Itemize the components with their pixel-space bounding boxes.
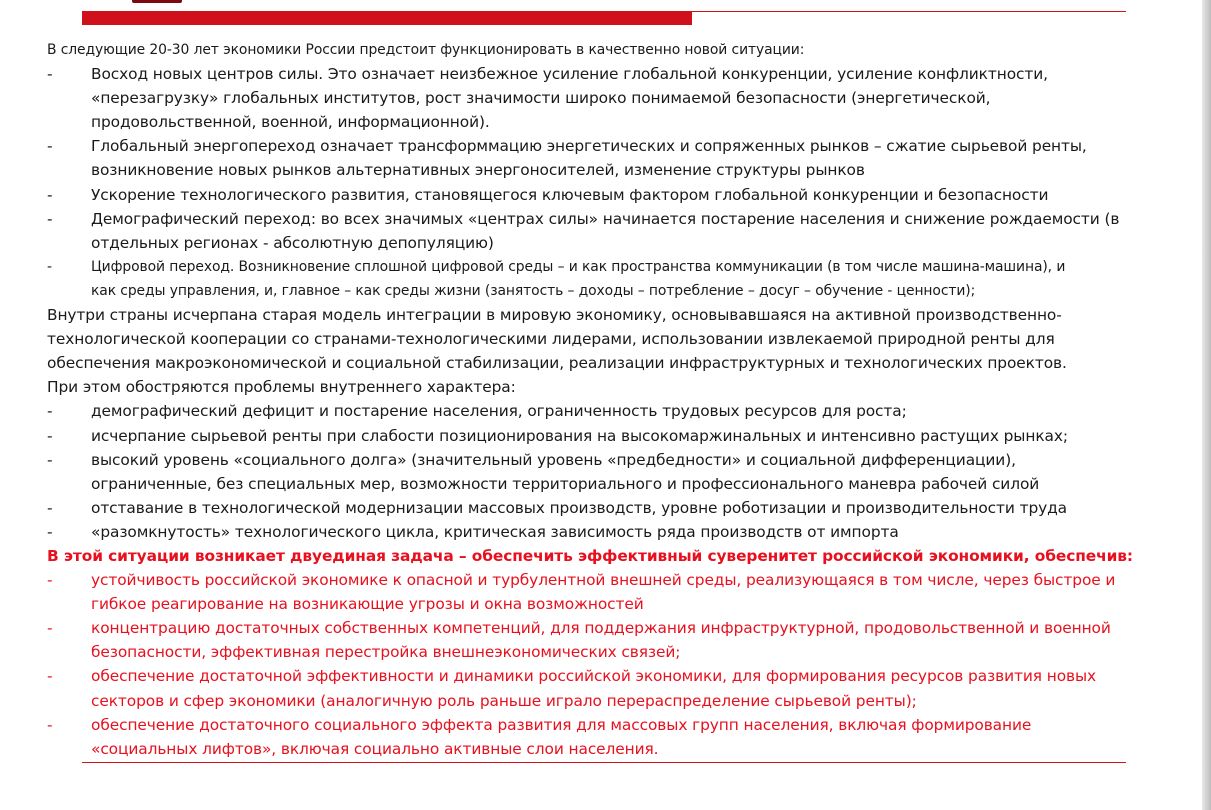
intro-text: В следующие 20-30 лет экономики России предстоит функционировать в качественно новой ситуации: — [47, 42, 805, 58]
bullet-dash: - — [47, 571, 53, 590]
bullet-dash: - — [47, 209, 53, 228]
list-item-line: высокий уровень «социального долга» (значительный уровень «предбедности» и социальной дифференциации), — [91, 450, 1016, 469]
top-header-fragment — [132, 0, 182, 3]
list-item-line: «разомкнутость» технологического цикла, критическая зависимость ряда производств от импорта — [91, 522, 899, 541]
bullet-dash: - — [47, 450, 53, 469]
list-item — [47, 664, 1177, 712]
paragraph-line: Внутри страны исчерпана старая модель интеграции в мировую экономику, основывавшаяся на активной производственно- — [47, 306, 1062, 325]
bullet-dash: - — [47, 619, 53, 638]
list-item — [47, 62, 1177, 134]
paragraph-line: технологической кооперации со странами-технологическими лидерами, использовании извлекаемой природной ренты для — [47, 330, 1055, 349]
task-goals-list — [47, 568, 1177, 761]
task-heading: В этой ситуации возникает двуединая задача – обеспечить эффективный суверенитет российской экономики, обеспечив: — [47, 546, 1133, 565]
list-item-line: гибкое реагирование на возникающие угрозы и окна возможностей — [91, 595, 644, 614]
list-item-line: отдельных регионах - абсолютную депопуляцию) — [91, 233, 494, 252]
list-item — [47, 399, 1177, 423]
bullet-dash: - — [47, 426, 53, 445]
list-item — [47, 713, 1177, 761]
list-item-line: отставание в технологической модернизации массовых производств, уровне роботизации и производительности труда — [91, 498, 1067, 517]
bullet-dash: - — [47, 667, 53, 686]
bullet-dash: - — [47, 137, 53, 156]
page-edge — [1202, 0, 1211, 810]
list-item-line: ограниченные, без специальных мер, возможности территориального и профессионального маневра рабочей силой — [91, 474, 1040, 493]
list-item-line: возникновение новых рынков альтернативных энергоносителей, изменение структуры рынков — [91, 161, 865, 180]
bullet-dash: - — [47, 258, 52, 275]
list-item-line: исчерпание сырьевой ренты при слабости позиционирования на высокомаржинальных и интенсивно растущих рынках; — [91, 426, 1068, 445]
list-item — [47, 616, 1177, 664]
bullet-dash: - — [47, 498, 53, 517]
domestic-model-paragraph — [47, 303, 1177, 375]
domestic-problems-list — [47, 399, 1177, 544]
list-item-line: устойчивость российской экономике к опасной и турбулентной внешней среды, реализующаяся в том числе, через быстрое и — [91, 571, 1116, 590]
document-body — [47, 38, 1177, 761]
list-item — [47, 496, 1177, 520]
bullet-dash: - — [47, 185, 53, 204]
bullet-dash: - — [47, 65, 53, 84]
list-item-line: Демографический переход: во всех значимых «центрах силы» начинается постарение населения и снижение рождаемости (в — [91, 209, 1120, 228]
domestic-problems-intro: При этом обостряются проблемы внутреннего характера: — [47, 378, 516, 397]
list-item-line: обеспечение достаточной эффективности и динамики российской экономики, для формирования ресурсов развития новых — [91, 667, 1097, 686]
list-item-line: Восход новых центров силы. Это означает неизбежное усиление глобальной конкуренции, усиление конфликтности, — [91, 65, 1048, 84]
list-item-line: продовольственной, военной, информационной). — [91, 113, 490, 132]
list-item-line: безопасности, эффективная перестройка внешнеэкономических связей; — [91, 643, 681, 662]
list-item-line: секторов и сфер экономики (аналогичную роль раньше играло перераспределение сырьевой ренты); — [91, 691, 917, 710]
list-item-line: как среды управления, и, главное – как среды жизни (занятость – доходы – потребление – досуг – обучение - ценности); — [91, 282, 976, 299]
list-item-line: обеспечение достаточного социального эффекта развития для массовых групп населения, включая формирование — [91, 715, 1032, 734]
top-accent-bar — [82, 11, 692, 25]
list-item-line: «перезагрузку» глобальных институтов, рост значимости широко понимаемой безопасности (энергетической, — [91, 89, 991, 108]
list-item — [47, 183, 1177, 207]
list-item-line: Ускорение технологического развития, становящегося ключевым фактором глобальной конкуренции и безопасности — [91, 185, 1049, 204]
list-item-line: Глобальный энергопереход означает трансформмацию энергетических и сопряженных рынков – сжатие сырьевой ренты, — [91, 137, 1087, 156]
list-item-line: концентрацию достаточных собственных компетенций, для поддержания инфраструктурной, продовольственной и военной — [91, 619, 1111, 638]
list-item — [47, 424, 1177, 448]
list-item-line: «социальных лифтов», включая социально активные слои населения. — [91, 739, 659, 758]
list-item — [47, 255, 1177, 303]
bullet-dash: - — [47, 715, 53, 734]
list-item — [47, 448, 1177, 496]
list-item — [47, 520, 1177, 544]
list-item — [47, 568, 1177, 616]
list-item — [47, 207, 1177, 255]
bottom-divider-line — [82, 762, 1126, 763]
global-trends-list — [47, 62, 1177, 303]
list-item-line: Цифровой переход. Возникновение сплошной цифровой среды – и как пространства коммуникации (в том числе машина-машина), и — [91, 258, 1066, 275]
bullet-dash: - — [47, 522, 53, 541]
bullet-dash: - — [47, 402, 53, 421]
paragraph-line: обеспечения макроэкономической и социальной стабилизации, реализации инфраструктурных и технологических проектов. — [47, 354, 1067, 373]
list-item — [47, 134, 1177, 182]
list-item-line: демографический дефицит и постарение населения, ограниченность трудовых ресурсов для роста; — [91, 402, 907, 421]
